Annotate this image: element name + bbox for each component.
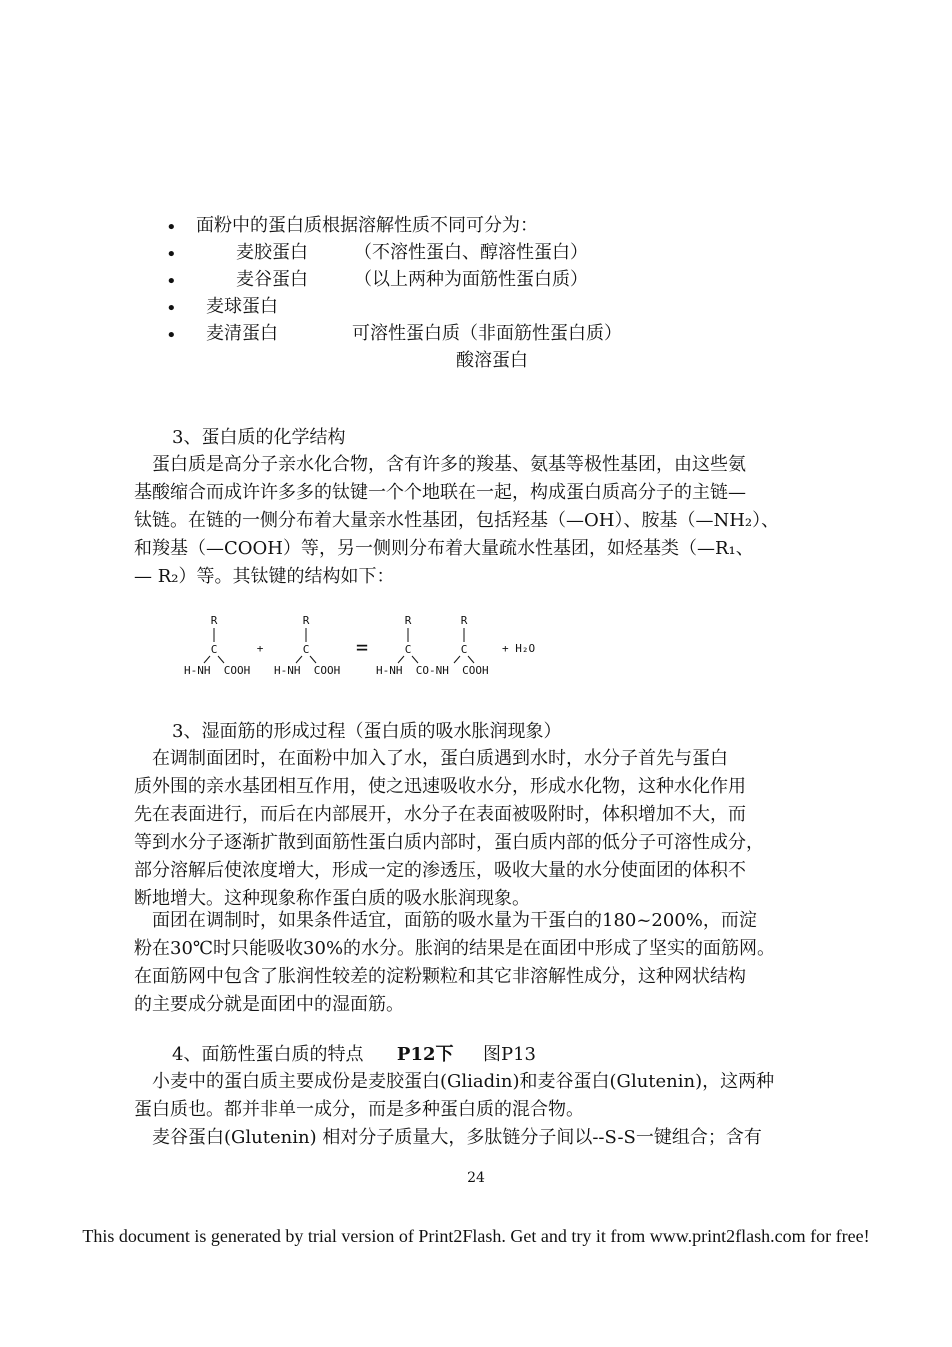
bullet-line-5-name: 麦清蛋白 [206,323,278,344]
features-heading-text: 4、面筋性蛋白质的特点 [172,1044,364,1065]
features-line: 蛋白质也。都并非单一成分，而是多种蛋白质的混合物。 [134,1099,584,1120]
bullet-line-5-note: 可溶性蛋白质（非面筋性蛋白质） [352,323,622,344]
bullet-line-3-name: 麦谷蛋白 [236,269,308,290]
formula-c: C [210,643,218,656]
gluten-paragraph-1 [134,745,846,913]
gluten-line: 部分溶解后使浓度增大，形成一定的渗透压，吸收大量的水分使面团的体积不 [134,860,746,881]
chem-line: 基酸缩合而成许许多多的钛键一个个地联在一起，构成蛋白质高分子的主链— [134,482,746,503]
bullet-marker: • [166,217,177,238]
chem-line: 钛链。在链的一侧分布着大量亲水性基团，包括羟基（—OH）、胺基（—NH₂）、 [134,510,780,531]
formula-c: C [404,643,412,656]
gluten-line: 在调制面团时，在面粉中加入了水，蛋白质遇到水时，水分子首先与蛋白 [134,748,728,769]
chem-line: 和羧基（—COOH）等，另一侧则分布着大量疏水性基团，如烃基类（—R₁、 [134,538,754,559]
bullet-line-1: 面粉中的蛋白质根据溶解性质不同可分为： [196,215,538,236]
formula-r: R [404,614,412,627]
formula-r: R [460,614,468,627]
bullet-marker: • [166,298,177,319]
peptide-bond-formula [184,612,564,682]
gluten-paragraph-2 [134,907,846,1019]
trial-footer: This document is generated by trial version of Print2Flash. Get and try it from www.print2flash.com for free! [82,1226,870,1246]
features-heading-figure: 图P13 [482,1044,536,1065]
formula-c: C [460,643,468,656]
section-heading-chem: 3、蛋白质的化学结构 [172,427,346,448]
bullet-line-6: 酸溶蛋白 [456,350,528,371]
features-paragraph [134,1068,846,1152]
section-heading-features [172,1041,536,1069]
gluten-line: 粉在30℃时只能吸收30%的水分。胀润的结果是在面团中形成了坚实的面筋网。 [134,938,776,959]
formula-group-3: H-NH CO-NH COOH [376,664,489,677]
chem-line: — R₂）等。其钛键的结构如下： [134,566,395,587]
formula-group-2: H-NH COOH [274,664,341,677]
chem-line: 蛋白质是高分子亲水化合物，含有许多的羧基、氨基等极性基团，由这些氨 [134,454,746,475]
bullet-line-3-note: （以上两种为面筋性蛋白质） [354,269,588,290]
gluten-line: 等到水分子逐渐扩散到面筋性蛋白质内部时，蛋白质内部的低分子可溶性成分， [134,832,764,853]
features-line: 小麦中的蛋白质主要成份是麦胶蛋白(Gliadin)和麦谷蛋白(Glutenin)，这两种 [134,1071,775,1092]
bullet-line-2-name: 麦胶蛋白 [236,242,308,263]
formula-bonds [204,628,474,663]
formula-plus: + [256,642,264,655]
gluten-line: 的主要成分就是面团中的湿面筋。 [134,994,404,1015]
formula-r: R [302,614,310,627]
features-heading-ref: P12下 [396,1044,454,1065]
gluten-line: 断地增大。这种现象称作蛋白质的吸水胀润现象。 [134,888,530,909]
gluten-line: 在面筋网中包含了胀润性较差的淀粉颗粒和其它非溶解性成分，这种网状结构 [134,966,746,987]
formula-r: R [210,614,218,627]
features-line: 麦谷蛋白(Glutenin) 相对分子质量大，多肽链分子间以--S-S一键组合；含有 [134,1127,762,1148]
bullet-marker: • [166,244,177,265]
bullet-marker: • [166,325,177,346]
chem-paragraph [134,451,846,591]
gluten-line: 质外围的亲水基团相互作用，使之迅速吸收水分，形成水化物，这种水化作用 [134,776,746,797]
page-number: 24 [467,1170,485,1186]
gluten-line: 先在表面进行，而后在内部展开，水分子在表面被吸附时，体积增加不大，而 [134,804,746,825]
gluten-line: 面团在调制时，如果条件适宜，面筋的吸水量为干蛋白的180~200%，而淀 [134,910,757,931]
formula-group-1: H-NH COOH [184,664,251,677]
formula-c: C [302,643,310,656]
bullet-line-4: 麦球蛋白 [206,296,278,317]
bullet-marker: • [166,271,177,292]
section-heading-gluten: 3、湿面筋的形成过程（蛋白质的吸水胀润现象） [172,721,562,742]
bullet-line-2-note: （不溶性蛋白、醇溶性蛋白） [354,242,588,263]
formula-water: + H₂O [502,642,536,655]
formula-equals: = [355,635,369,659]
